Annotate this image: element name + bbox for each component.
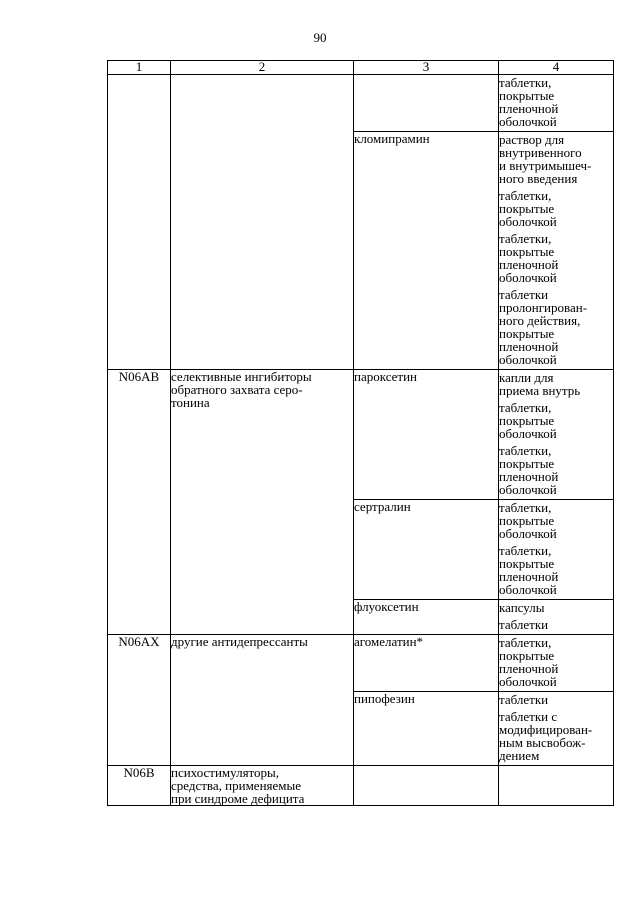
dosage-forms-cell <box>499 75 614 132</box>
dosage-form: таблетки, покрытые пленочной оболочкой <box>499 443 559 497</box>
dosage-forms-cell <box>499 766 614 806</box>
table-header-row <box>108 61 614 75</box>
group-name-cell: селективные ингибиторы обратного захвата серо- тонина <box>171 370 354 635</box>
dosage-form: таблетки, покрытые пленочной оболочкой <box>499 543 559 597</box>
dosage-form: таблетки, покрытые пленочной оболочкой <box>499 75 559 129</box>
drug-classification-table <box>107 60 614 806</box>
table-row <box>108 75 614 132</box>
dosage-form: капли для приема внутрь <box>499 370 581 398</box>
dosage-form: таблетки, покрытые оболочкой <box>499 500 557 541</box>
dosage-form: раствор для внутривенного и внутримышеч- ного введения <box>499 132 592 186</box>
group-name-cell: другие антидепрессанты <box>171 635 354 766</box>
drug-name-cell: флуоксетин <box>354 600 499 635</box>
header-col-4: 4 <box>499 61 614 75</box>
page-number: 90 <box>313 30 327 45</box>
table-row <box>108 635 614 692</box>
table-row <box>108 766 614 806</box>
dosage-forms-cell <box>499 635 614 692</box>
header-col-2: 2 <box>171 61 354 75</box>
dosage-form: таблетки, покрытые пленочной оболочкой <box>499 635 559 689</box>
drug-name-cell <box>354 766 499 806</box>
table-row <box>108 370 614 500</box>
atc-code-cell: N06B <box>108 766 171 806</box>
drug-name-cell: пароксетин <box>354 370 499 500</box>
header-col-3: 3 <box>354 61 499 75</box>
dosage-forms-cell <box>499 370 614 500</box>
drug-name-cell: агомелатин* <box>354 635 499 692</box>
dosage-forms-cell <box>499 600 614 635</box>
dosage-form: таблетки с модифицирован- ным высвобож- дением <box>499 709 593 763</box>
drug-name-cell <box>354 75 499 132</box>
dosage-form: таблетки пролонгирован- ного действия, покрытые пленочной оболочкой <box>499 287 588 367</box>
group-name-cell <box>171 75 354 370</box>
dosage-form <box>499 766 613 770</box>
dosage-form: таблетки <box>499 692 549 707</box>
dosage-form: капсулы <box>499 600 545 615</box>
atc-code-cell <box>108 75 171 370</box>
drug-name-cell: сертралин <box>354 500 499 600</box>
header-col-1: 1 <box>108 61 171 75</box>
dosage-forms-cell <box>499 500 614 600</box>
drug-name-cell: пипофезин <box>354 692 499 766</box>
drug-name-cell: кломипрамин <box>354 132 499 370</box>
group-name-cell: психостимуляторы, средства, применяемые при синдроме дефицита <box>171 766 354 806</box>
dosage-forms-cell <box>499 692 614 766</box>
atc-code-cell: N06AB <box>108 370 171 635</box>
dosage-form: таблетки, покрытые оболочкой <box>499 400 557 441</box>
dosage-form: таблетки, покрытые оболочкой <box>499 188 557 229</box>
atc-code-cell: N06AX <box>108 635 171 766</box>
dosage-forms-cell <box>499 132 614 370</box>
dosage-form: таблетки, покрытые пленочной оболочкой <box>499 231 559 285</box>
dosage-form: таблетки <box>499 617 549 632</box>
